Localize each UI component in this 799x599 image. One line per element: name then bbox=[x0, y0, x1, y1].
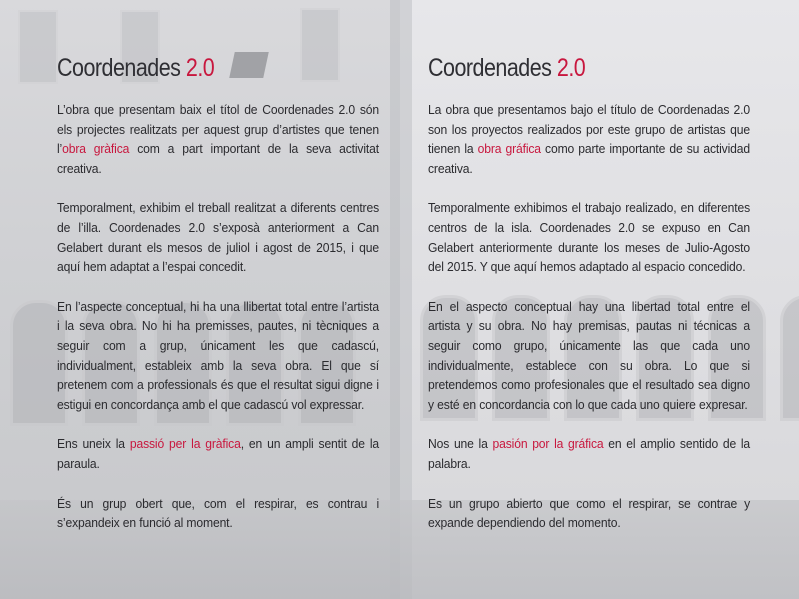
left-paragraph-2: Temporalment, exhibim el treball realitzat a diferents centres de l’illa. Coordenades 2.0 s’exposà anteriorment a Can Gelabert durant els mesos de juliol i agost de 2015, i que aquí hem adaptat a l’espai concedit. bbox=[57, 200, 379, 275]
right-paragraph-5: Es un grupo abierto que como el respirar, se contrae y expande dependiendo del momento. bbox=[428, 495, 750, 531]
building-window bbox=[18, 10, 58, 84]
right-paragraph-1 bbox=[428, 100, 750, 178]
arch bbox=[780, 295, 799, 421]
right-p1-text-end: como parte importante de su actividad creativa. bbox=[428, 141, 750, 176]
left-paragraph-3: En l’aspecte conceptual, hi ha una llibertat total entre l’artista i la seva obra. No hi ha premisses, pautes, ni tècniques a seguir com a grup, únicament les que cadascú, individualment, estableix amb la seva obra. El que sí pretenem com a professionals és que el resultat sigui digne i estigui en concordança amb el que cadascú vol expressar. bbox=[57, 298, 379, 412]
catalan-column bbox=[57, 52, 379, 553]
right-p1-text: La obra que presentamos bajo el título de Coordenadas 2.0 son los proyectos realizados por este grupo de artistas que tienen la bbox=[428, 102, 750, 157]
right-paragraph-4 bbox=[428, 434, 750, 473]
left-paragraph-5: És un grup obert que, com el respirar, es contrau i s’expandeix en funció al moment. bbox=[57, 495, 379, 531]
left-p4-highlight: passió per la gràfica bbox=[129, 436, 241, 452]
left-p1-highlight: obra gràfica bbox=[62, 141, 130, 157]
right-p1-highlight: obra gráfica bbox=[477, 141, 541, 157]
right-title-accent: 2.0 bbox=[556, 54, 586, 82]
left-p4-text: Ens uneix la bbox=[57, 436, 130, 452]
left-paragraph-1 bbox=[57, 100, 379, 178]
left-p4-text-end: , en un ampli sentit de la paraula. bbox=[57, 436, 379, 471]
left-title-main: Coordenades bbox=[57, 54, 181, 82]
right-title bbox=[428, 52, 705, 84]
right-paragraph-3: En el aspecto conceptual hay una libertad total entre el artista y su obra. No hay premisas, pautas ni técnicas a seguir como grupo, únicamente las que cada uno individualmente, establece con su obra. Lo que si pretendemos como profesionales que el resultado sea digno y esté en concordancia con lo que cada uno quiere expresar. bbox=[428, 298, 750, 412]
right-paragraph-2: Temporalmente exhibimos el trabajo realizado, en diferentes centros de la isla. Coordenades 2.0 se expuso en Can Gelabert anteriormente durante los meses de Julio-Agosto del 2015. Y que aquí hemos adaptado al espacio concedido. bbox=[428, 200, 750, 275]
left-paragraph-4 bbox=[57, 434, 379, 473]
right-p4-text: Nos une la bbox=[428, 436, 493, 452]
right-title-main: Coordenades bbox=[428, 54, 552, 82]
right-p4-text-end: en el amplio sentido de la palabra. bbox=[428, 436, 751, 471]
left-title-accent: 2.0 bbox=[185, 54, 215, 82]
spanish-column bbox=[428, 52, 750, 553]
left-title bbox=[57, 52, 334, 84]
left-p1-text: L’obra que presentam baix el títol de Coordenades 2.0 són els projectes realitzats per aquest grup d’artistes que tenen l’ bbox=[57, 102, 379, 157]
left-p1-text-end: com a part important de la seva activitat creativa. bbox=[57, 141, 379, 176]
right-p4-highlight: pasión por la gráfica bbox=[492, 436, 604, 452]
